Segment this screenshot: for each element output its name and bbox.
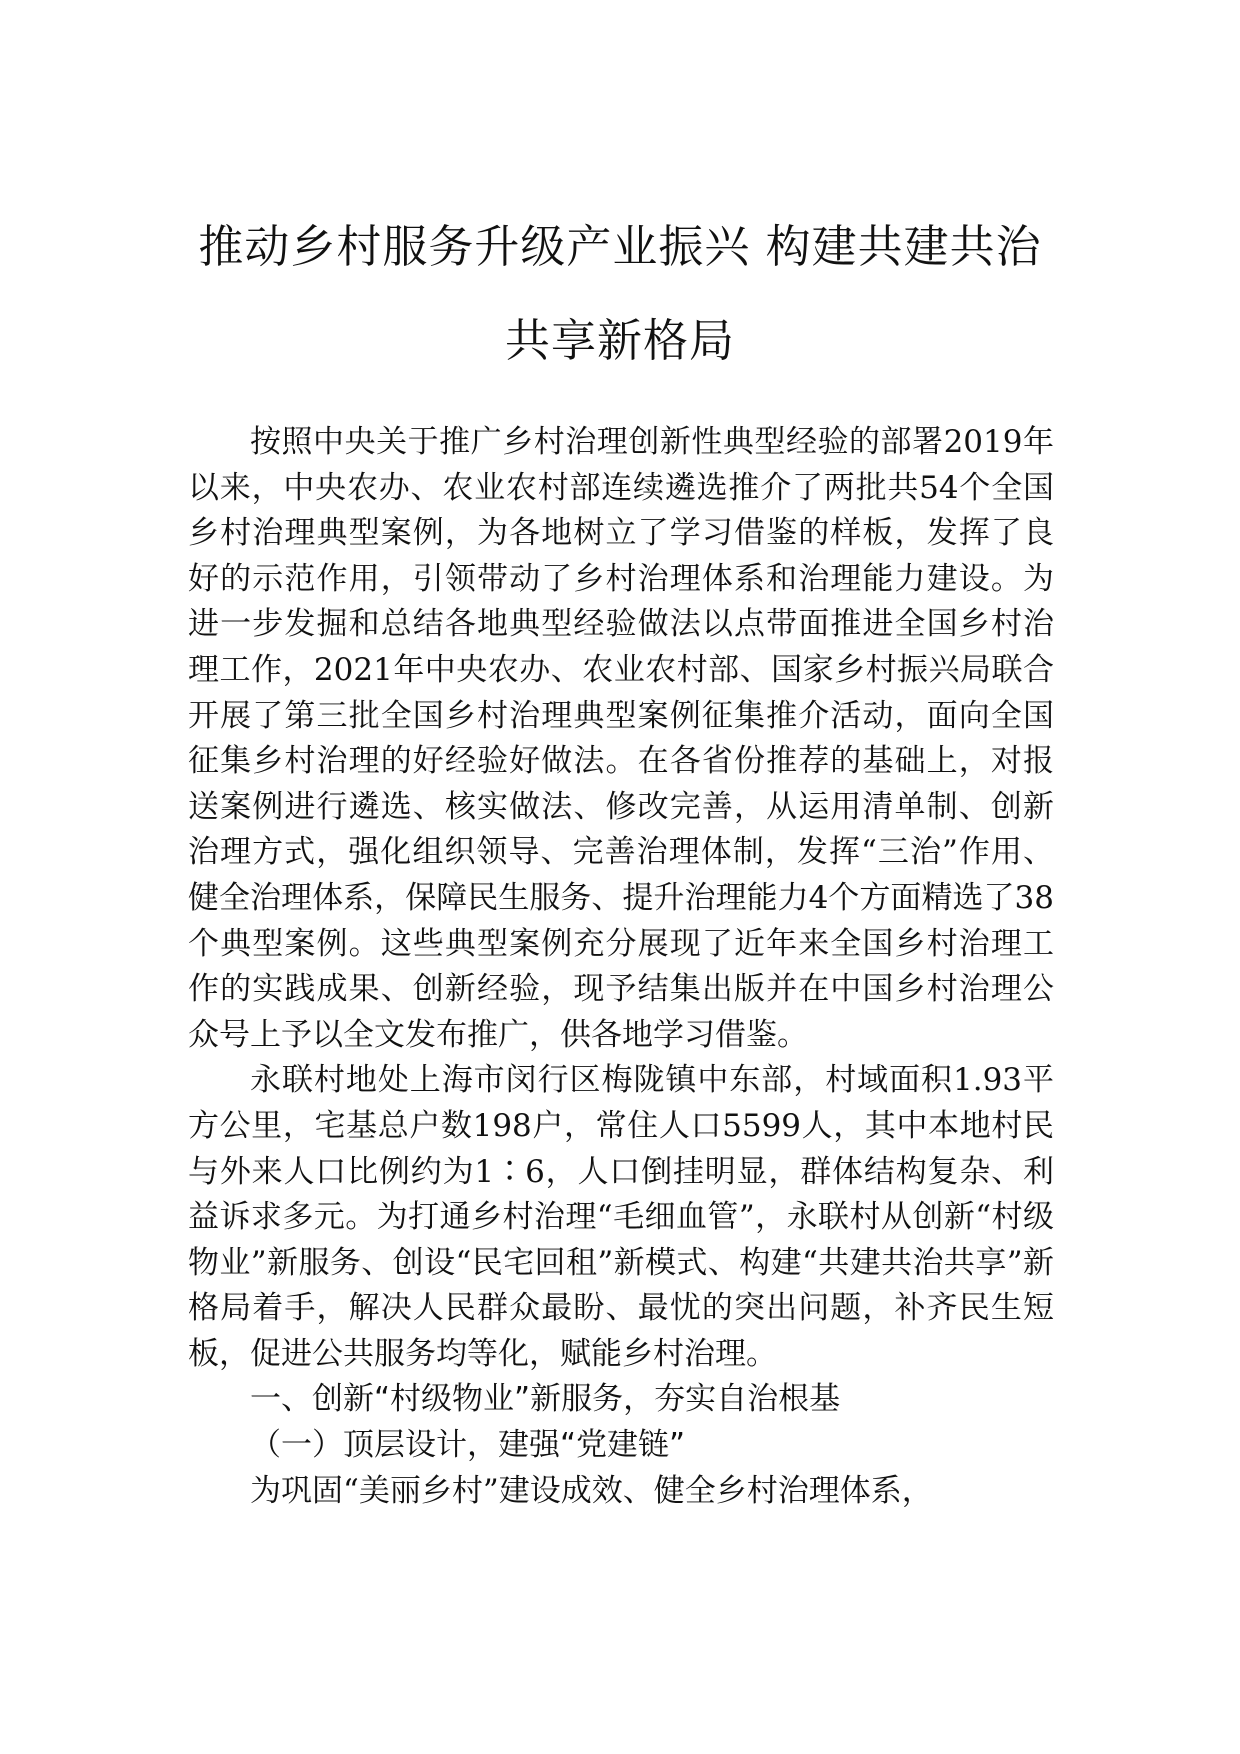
title-line-2: 共享新格局 bbox=[504, 314, 735, 367]
document-title bbox=[150, 200, 1090, 388]
paragraph-village-overview: 永联村地处上海市闵行区梅陇镇中东部，村域面积1.93平方公里，宅基总户数198户，常住人口5599人，其中本地村民与外来人口比例约为1∶6，人口倒挂明显，群体结构复杂、利益诉求多元。为打通乡村治理“毛细血管”，永联村从创新“村级物业”新服务、创设“民宅回租”新模式、构建“共建共治共享”新格局着手，解决人民群众最盼、最忧的突出问题，补齐民生短板，促进公共服务均等化，赋能乡村治理。 bbox=[188, 1062, 1054, 1372]
section-heading: 一、创新“村级物业”新服务，夯实自治根基 bbox=[250, 1381, 841, 1418]
document-body bbox=[188, 420, 1054, 1514]
paragraph-section-start: 为巩固“美丽乡村”建设成效、健全乡村治理体系， bbox=[250, 1472, 933, 1509]
title-line-1: 推动乡村服务升级产业振兴 构建共建共治 bbox=[198, 220, 1042, 273]
subsection-heading: （一）顶层设计，建强“党建链” bbox=[250, 1427, 686, 1464]
paragraph-intro: 按照中央关于推广乡村治理创新性典型经验的部署2019年以来，中央农办、农业农村部连续遴选推介了两批共54个全国乡村治理典型案例，为各地树立了学习借鉴的样板，发挥了良好的示范作用，引领带动了乡村治理体系和治理能力建设。为进一步发掘和总结各地典型经验做法以点带面推进全国乡村治理工作，2021年中央农办、农业农村部、国家乡村振兴局联合开展了第三批全国乡村治理典型案例征集推介活动，面向全国征集乡村治理的好经验好做法。在各省份推荐的基础上，对报送案例进行遴选、核实做法、修改完善，从运用清单制、创新治理方式，强化组织领导、完善治理体制，发挥“三治”作用、健全治理体系，保障民生服务、提升治理能力4个方面精选了38个典型案例。这些典型案例充分展现了近年来全国乡村治理工作的实践成果、创新经验，现予结集出版并在中国乡村治理公众号上予以全文发布推广，供各地学习借鉴。 bbox=[188, 424, 1054, 1053]
